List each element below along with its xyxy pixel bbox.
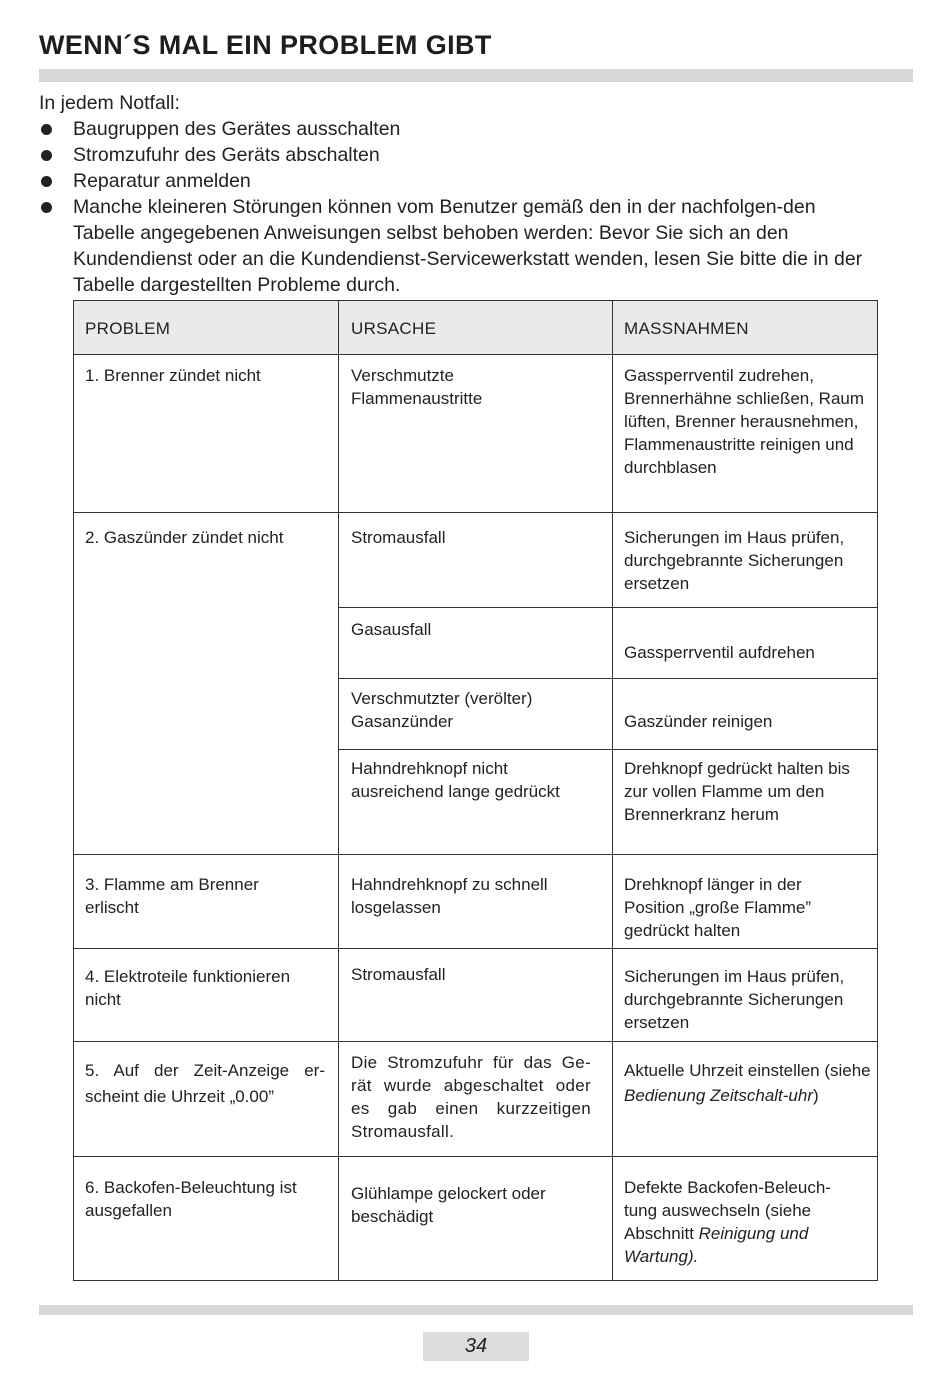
measure-cell: Drehknopf gedrückt halten bis zur vollen Flamme um den Brennerkranz herum [624, 759, 850, 824]
bullet-item: Stromzufuhr des Geräts abschalten [39, 142, 869, 168]
row-divider [74, 512, 878, 513]
measure-cell: Defekte Backofen-Beleuch-tung auswechseln (siehe Abschnitt Reinigung und Wartung). [624, 1178, 831, 1266]
bullet-item: Reparatur anmelden [39, 168, 869, 194]
measure-cell: Gassperrventil aufdrehen [624, 643, 815, 662]
row-divider [74, 948, 878, 949]
bullet-icon [41, 150, 52, 161]
row-divider [74, 1041, 878, 1042]
bullet-icon [41, 202, 52, 213]
cause-cell: Gasausfall [351, 620, 432, 639]
row-divider [74, 854, 878, 855]
cause-cell: Hahndrehknopf nicht ausreichend lange gedrückt [351, 759, 560, 801]
page-number: 34 [423, 1332, 529, 1361]
header-cause: URSACHE [351, 319, 437, 338]
intro-text: In jedem Notfall: [39, 92, 180, 114]
problem-cell: 2. Gaszünder zündet nicht [85, 528, 284, 547]
sub-row-divider [338, 749, 878, 750]
measure-cell: Aktuelle Uhrzeit einstellen (siehe Bedienung Zeitschalt-uhr) [624, 1061, 871, 1105]
page-title: WENN´S MAL EIN PROBLEM GIBT [39, 30, 492, 60]
column-divider [338, 301, 339, 1280]
cause-cell: Hahndrehknopf zu schnell losgelassen [351, 875, 548, 917]
footer-rule [39, 1305, 913, 1315]
cause-cell: Verschmutzte Flammenaustritte [351, 366, 483, 408]
measure-cell: Sicherungen im Haus prüfen, durchgebrannte Sicherungen ersetzen [624, 528, 845, 593]
bullet-list [39, 116, 869, 298]
troubleshooting-table [73, 300, 878, 1281]
sub-row-divider [338, 607, 878, 608]
problem-cell: 1. Brenner zündet nicht [85, 366, 261, 385]
column-divider [612, 301, 613, 1280]
measure-cell: Drehknopf länger in der Position „große Flamme” gedrückt halten [624, 875, 812, 940]
problem-cell: 6. Backofen-Beleuchtung ist ausgefallen [85, 1178, 297, 1220]
reference-text: Reinigung und Wartung). [624, 1224, 809, 1266]
row-divider [74, 1156, 878, 1157]
measure-cell: Sicherungen im Haus prüfen, durchgebrannte Sicherungen ersetzen [624, 967, 845, 1032]
cause-cell: Die Stromzufuhr für das Ge-rät wurde abgeschaltet oder es gab einen kurzzeitigen Stromausfall. [351, 1053, 591, 1141]
measure-cell: Gassperrventil zudrehen, Brennerhähne schließen, Raum lüften, Brenner herausnehmen, Flammenaustritte reinigen und durchblasen [624, 366, 865, 477]
cause-cell: Stromausfall [351, 528, 446, 547]
reference-text: Bedienung Zeitschalt-uhr [624, 1086, 814, 1105]
cause-cell: Glühlampe gelockert oder beschädigt [351, 1184, 546, 1226]
header-rule [39, 69, 913, 82]
bullet-icon [41, 176, 52, 187]
sub-row-divider [338, 678, 878, 679]
bullet-item: Manche kleineren Störungen können vom Benutzer gemäß den in der nachfolgen-den Tabelle angegebenen Anweisungen selbst behoben werden: Bevor Sie sich an den Kundendienst oder an die Kundendienst-Servicewerkstatt wenden, lesen Sie bitte die in der Tabelle dargestellten Probleme durch. [39, 194, 869, 298]
bullet-icon [41, 124, 52, 135]
problem-cell: 3. Flamme am Brenner erlischt [85, 875, 259, 917]
problem-cell: 5. Auf der Zeit-Anzeige er-scheint die Uhrzeit „0.00” [85, 1061, 325, 1106]
cause-cell: Verschmutzter (verölter) Gasanzünder [351, 689, 533, 731]
header-problem: PROBLEM [85, 319, 171, 338]
measure-cell: Gaszünder reinigen [624, 712, 773, 731]
problem-cell: 4. Elektroteile funktionieren nicht [85, 967, 291, 1009]
cause-cell: Stromausfall [351, 965, 446, 984]
table-header-row [74, 301, 877, 355]
bullet-item: Baugruppen des Gerätes ausschalten [39, 116, 869, 142]
header-measures: MASSNAHMEN [624, 319, 749, 338]
